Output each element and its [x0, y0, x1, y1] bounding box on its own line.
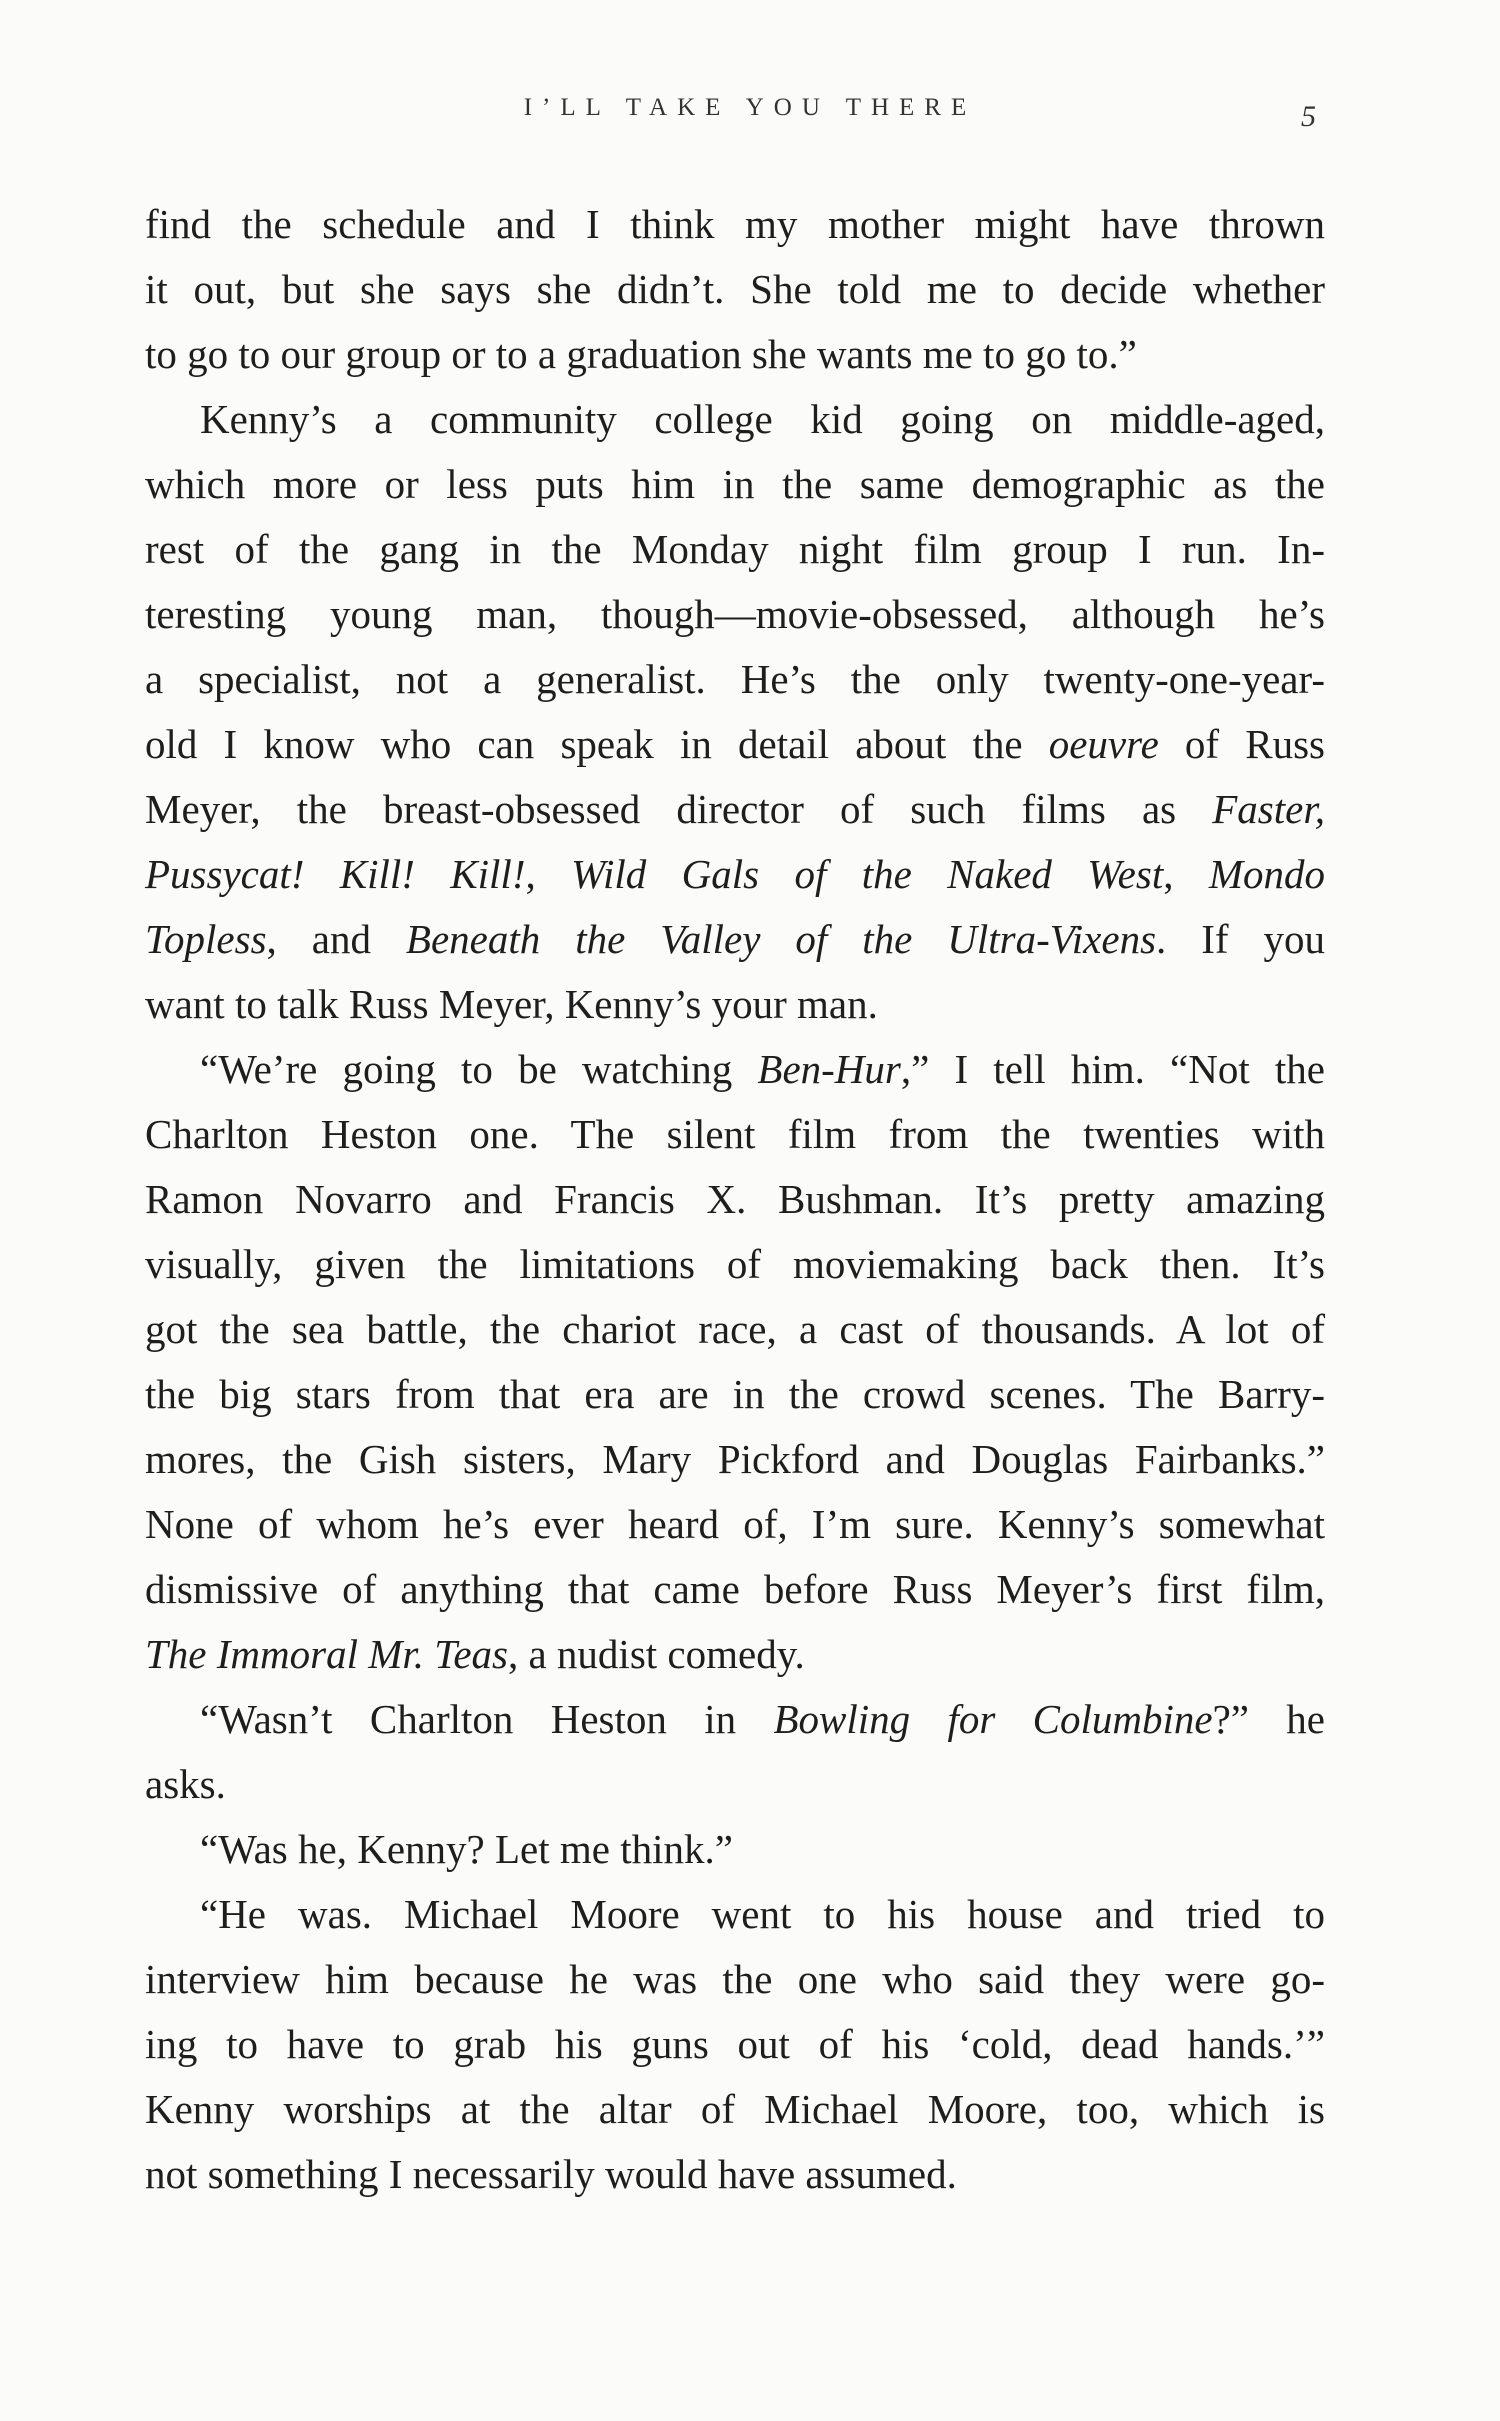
text-run: want to talk Russ Meyer, Kenny’s your man.	[145, 981, 878, 1027]
text-line	[145, 1167, 1325, 1232]
text-run: Meyer, the breast-obsessed director of such films as	[145, 786, 1213, 832]
text-run: , a nudist comedy.	[507, 1631, 805, 1677]
text-line	[145, 1752, 1325, 1817]
text-line	[145, 1687, 1325, 1752]
text-line	[145, 257, 1325, 322]
text-run: Kenny worships at the altar of Michael Moore, too, which is	[145, 2086, 1325, 2132]
italic-title: Pussycat! Kill! Kill!	[145, 851, 526, 897]
text-run: ,	[525, 851, 572, 897]
text-line	[145, 1557, 1325, 1622]
text-line	[145, 387, 1325, 452]
text-run: Charlton Heston one. The silent film from the twenties with	[145, 1111, 1325, 1157]
text-run: which more or less puts him in the same demographic as the	[145, 461, 1325, 507]
text-line	[145, 2142, 1325, 2207]
text-line	[145, 322, 1325, 387]
text-run: to go to our group or to a graduation she wants me to go to.”	[145, 331, 1137, 377]
text-run: it out, but she says she didn’t. She told me to decide whether	[145, 266, 1325, 312]
text-run: ing to have to grab his guns out of his ‘cold, dead hands.’”	[145, 2021, 1325, 2067]
text-line	[145, 582, 1325, 647]
text-line	[145, 452, 1325, 517]
text-run: the big stars from that era are in the crowd scenes. The Barry-	[145, 1371, 1325, 1417]
text-line	[145, 712, 1325, 777]
italic-title: Bowling for Columbine	[773, 1696, 1213, 1742]
text-run: ,	[1163, 851, 1209, 897]
page-number: 5	[1301, 100, 1316, 133]
text-line	[145, 1882, 1325, 1947]
text-line	[145, 1947, 1325, 2012]
text-line	[145, 1102, 1325, 1167]
text-run: asks.	[145, 1761, 226, 1807]
text-run: find the schedule and I think my mother might have thrown	[145, 201, 1325, 247]
text-run: visually, given the limitations of moviemaking back then. It’s	[145, 1241, 1325, 1287]
text-run: got the sea battle, the chariot race, a cast of thousands. A lot of	[145, 1306, 1325, 1352]
text-line	[145, 1492, 1325, 1557]
italic-title: Beneath the Valley of the Ultra-Vixens	[405, 916, 1157, 962]
text-run: rest of the gang in the Monday night film group I run. In-	[145, 526, 1325, 572]
text-run: None of whom he’s ever heard of, I’m sure. Kenny’s somewhat	[145, 1501, 1325, 1547]
text-line	[145, 777, 1325, 842]
italic-title: Wild Gals of the Naked West	[571, 851, 1164, 897]
text-line	[145, 972, 1325, 1037]
text-line	[145, 192, 1325, 257]
italic-title: Faster,	[1212, 786, 1325, 832]
text-run: a specialist, not a generalist. He’s the only twenty-one-year-	[145, 656, 1325, 702]
italic-title: The Immoral Mr. Teas	[145, 1631, 508, 1677]
text-line	[145, 1232, 1325, 1297]
text-line	[145, 1427, 1325, 1492]
text-run: . If you	[1156, 916, 1326, 962]
text-line	[145, 842, 1325, 907]
text-run: Kenny’s a community college kid going on middle-aged,	[200, 396, 1325, 442]
text-run: ?” he	[1212, 1696, 1326, 1742]
running-head: I’LL TAKE YOU THERE	[523, 94, 977, 121]
text-line	[145, 647, 1325, 712]
italic-title: Ben-Hur	[757, 1046, 901, 1092]
text-run: interview him because he was the one who said they were go-	[145, 1956, 1325, 2002]
text-run: teresting young man, though—movie-obsessed, although he’s	[145, 591, 1325, 637]
text-run: “Wasn’t Charlton Heston in	[200, 1696, 774, 1742]
text-run: “Was he, Kenny? Let me think.”	[200, 1826, 733, 1872]
text-line	[145, 1297, 1325, 1362]
text-line	[145, 2012, 1325, 2077]
text-line	[145, 1622, 1325, 1687]
text-run: dismissive of anything that came before Russ Meyer’s first film,	[145, 1566, 1325, 1612]
body-text	[145, 192, 1325, 2207]
text-run: “We’re going to be watching	[200, 1046, 758, 1092]
text-run: old I know who can speak in detail about the	[145, 721, 1049, 767]
text-run: of Russ	[1158, 721, 1325, 767]
text-run: ,” I tell him. “Not the	[900, 1046, 1325, 1092]
text-line	[145, 1037, 1325, 1102]
text-line	[145, 517, 1325, 582]
text-run: , and	[266, 916, 406, 962]
italic-title: Topless	[145, 916, 267, 962]
text-run: “He was. Michael Moore went to his house and tried to	[200, 1891, 1325, 1937]
italic-title: oeuvre	[1048, 721, 1159, 767]
text-line	[145, 907, 1325, 972]
text-line	[145, 1817, 1325, 1882]
text-line	[145, 2077, 1325, 2142]
text-run: not something I necessarily would have assumed.	[145, 2151, 957, 2197]
text-run: mores, the Gish sisters, Mary Pickford and Douglas Fairbanks.”	[145, 1436, 1325, 1482]
italic-title: Mondo	[1208, 851, 1326, 897]
text-run: Ramon Novarro and Francis X. Bushman. It’s pretty amazing	[145, 1176, 1325, 1222]
text-line	[145, 1362, 1325, 1427]
